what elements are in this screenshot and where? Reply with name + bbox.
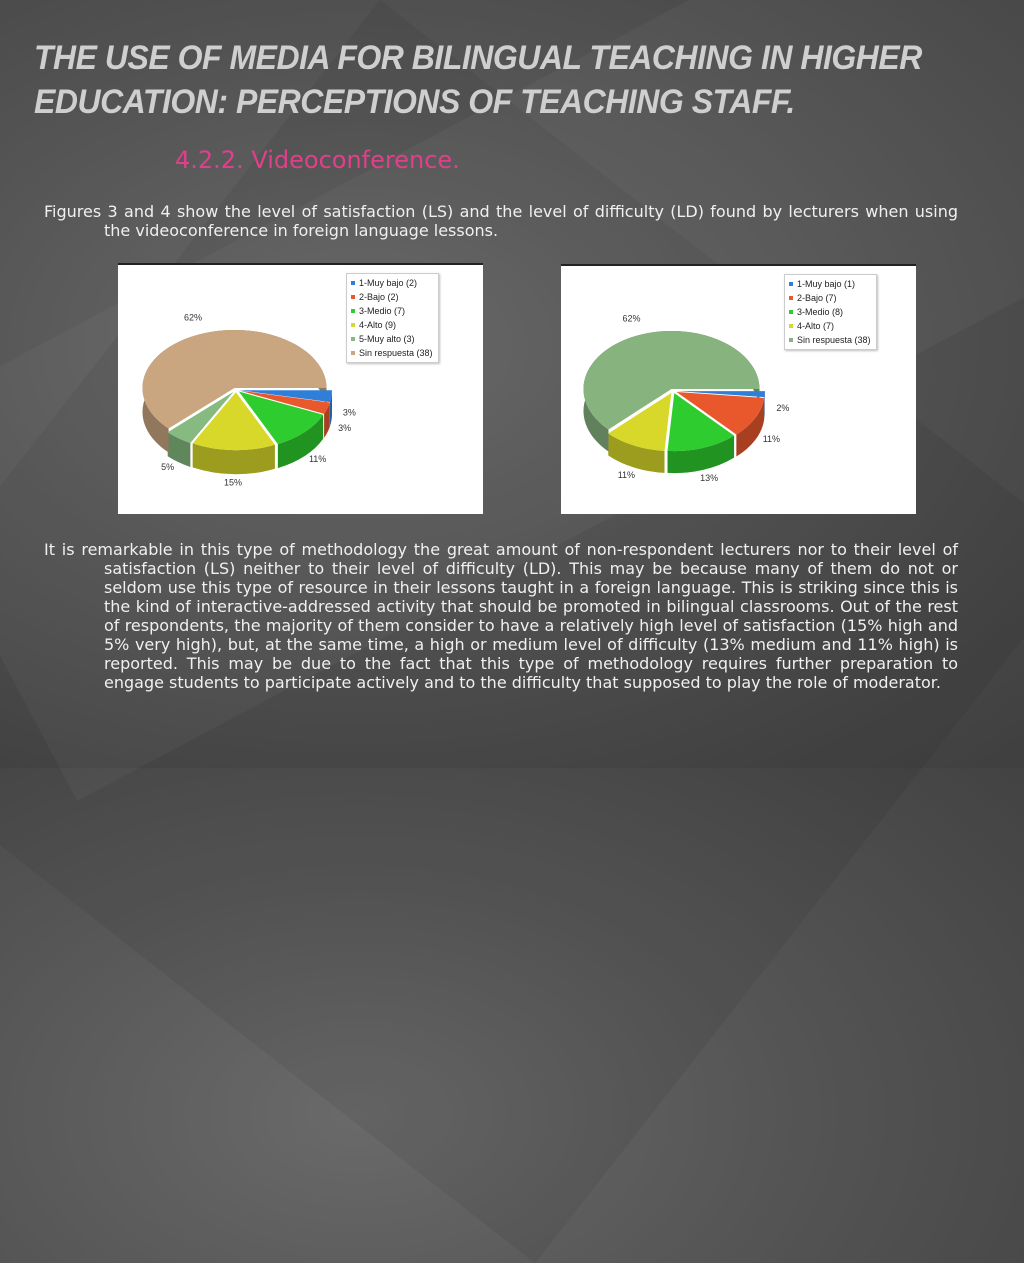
legend-item — [789, 319, 871, 333]
legend-item — [351, 346, 433, 360]
pie-label-2-1: 11% — [763, 434, 780, 444]
legend-label: 2-Bajo (7) — [797, 291, 837, 305]
slide-title: THE USE OF MEDIA FOR BILINGUAL TEACHING IN HIGHER EDUCATION: PERCEPTIONS OF TEACHING STAFF. — [34, 36, 936, 124]
pie-label-1-3: 15% — [224, 477, 242, 487]
legend-swatch — [351, 323, 355, 327]
legend-label: 3-Medio (7) — [359, 304, 405, 318]
pie-label-1-5: 62% — [184, 313, 202, 323]
pie-label-1-4: 5% — [161, 462, 174, 472]
legend-label: 1-Muy bajo (2) — [359, 276, 417, 290]
legend-item — [351, 290, 433, 304]
difficulty-pie-chart — [561, 264, 916, 514]
legend-item — [351, 318, 433, 332]
legend-label: Sin respuesta (38) — [797, 333, 871, 347]
pie-label-2-3: 11% — [618, 470, 635, 480]
legend-item — [789, 305, 871, 319]
legend-label: 5-Muy alto (3) — [359, 332, 415, 346]
intro-paragraph: Figures 3 and 4 show the level of satisfaction (LS) and the level of difficulty (LD) found by lecturers when using the videoconference in foreign language lessons. — [44, 202, 958, 240]
analysis-paragraph: It is remarkable in this type of methodology the great amount of non-respondent lecturers nor to their level of satisfaction (LS) neither to their level of difficulty (LD). This may be because many of them do not or seldom use this type of resource in their lessons taught in a foreign language. This is striking since this is the kind of interactive-addressed activity that should be promoted in bilingual classrooms. Out of the rest of respondents, the majority of them consider to have a relatively high level of satisfaction (15% high and 5% very high), but, at the same time, a high or medium level of difficulty (13% medium and 11% high) is reported. This may be due to the fact that this type of methodology requires further preparation to engage students to participate actively and to the difficulty that supposed to play the role of moderator. — [44, 540, 958, 692]
pie-label-1-2: 11% — [309, 454, 326, 464]
legend-swatch — [351, 337, 355, 341]
legend-item — [351, 332, 433, 346]
legend-swatch — [789, 282, 793, 286]
legend-swatch — [789, 296, 793, 300]
chart-legend-1 — [346, 273, 439, 363]
legend-swatch — [351, 295, 355, 299]
legend-swatch — [789, 324, 793, 328]
pie-label-2-0: 2% — [776, 403, 789, 413]
legend-item — [789, 277, 871, 291]
legend-label: 4-Alto (7) — [797, 319, 834, 333]
satisfaction-pie-chart — [118, 263, 483, 514]
pie-label-1-1: 3% — [338, 423, 351, 433]
legend-swatch — [351, 281, 355, 285]
legend-swatch — [789, 338, 793, 342]
legend-item — [789, 291, 871, 305]
legend-label: Sin respuesta (38) — [359, 346, 433, 360]
legend-swatch — [789, 310, 793, 314]
legend-item — [351, 276, 433, 290]
legend-item — [351, 304, 433, 318]
pie-label-2-2: 13% — [700, 473, 718, 483]
pie-label-2-4: 62% — [623, 314, 641, 324]
pie-label-1-0: 3% — [343, 407, 356, 417]
legend-label: 4-Alto (9) — [359, 318, 396, 332]
legend-item — [789, 333, 871, 347]
legend-swatch — [351, 351, 355, 355]
legend-label: 2-Bajo (2) — [359, 290, 399, 304]
legend-label: 3-Medio (8) — [797, 305, 843, 319]
legend-swatch — [351, 309, 355, 313]
chart-legend-2 — [784, 274, 877, 350]
section-heading: 4.2.2. Videoconference. — [175, 146, 460, 174]
legend-label: 1-Muy bajo (1) — [797, 277, 855, 291]
